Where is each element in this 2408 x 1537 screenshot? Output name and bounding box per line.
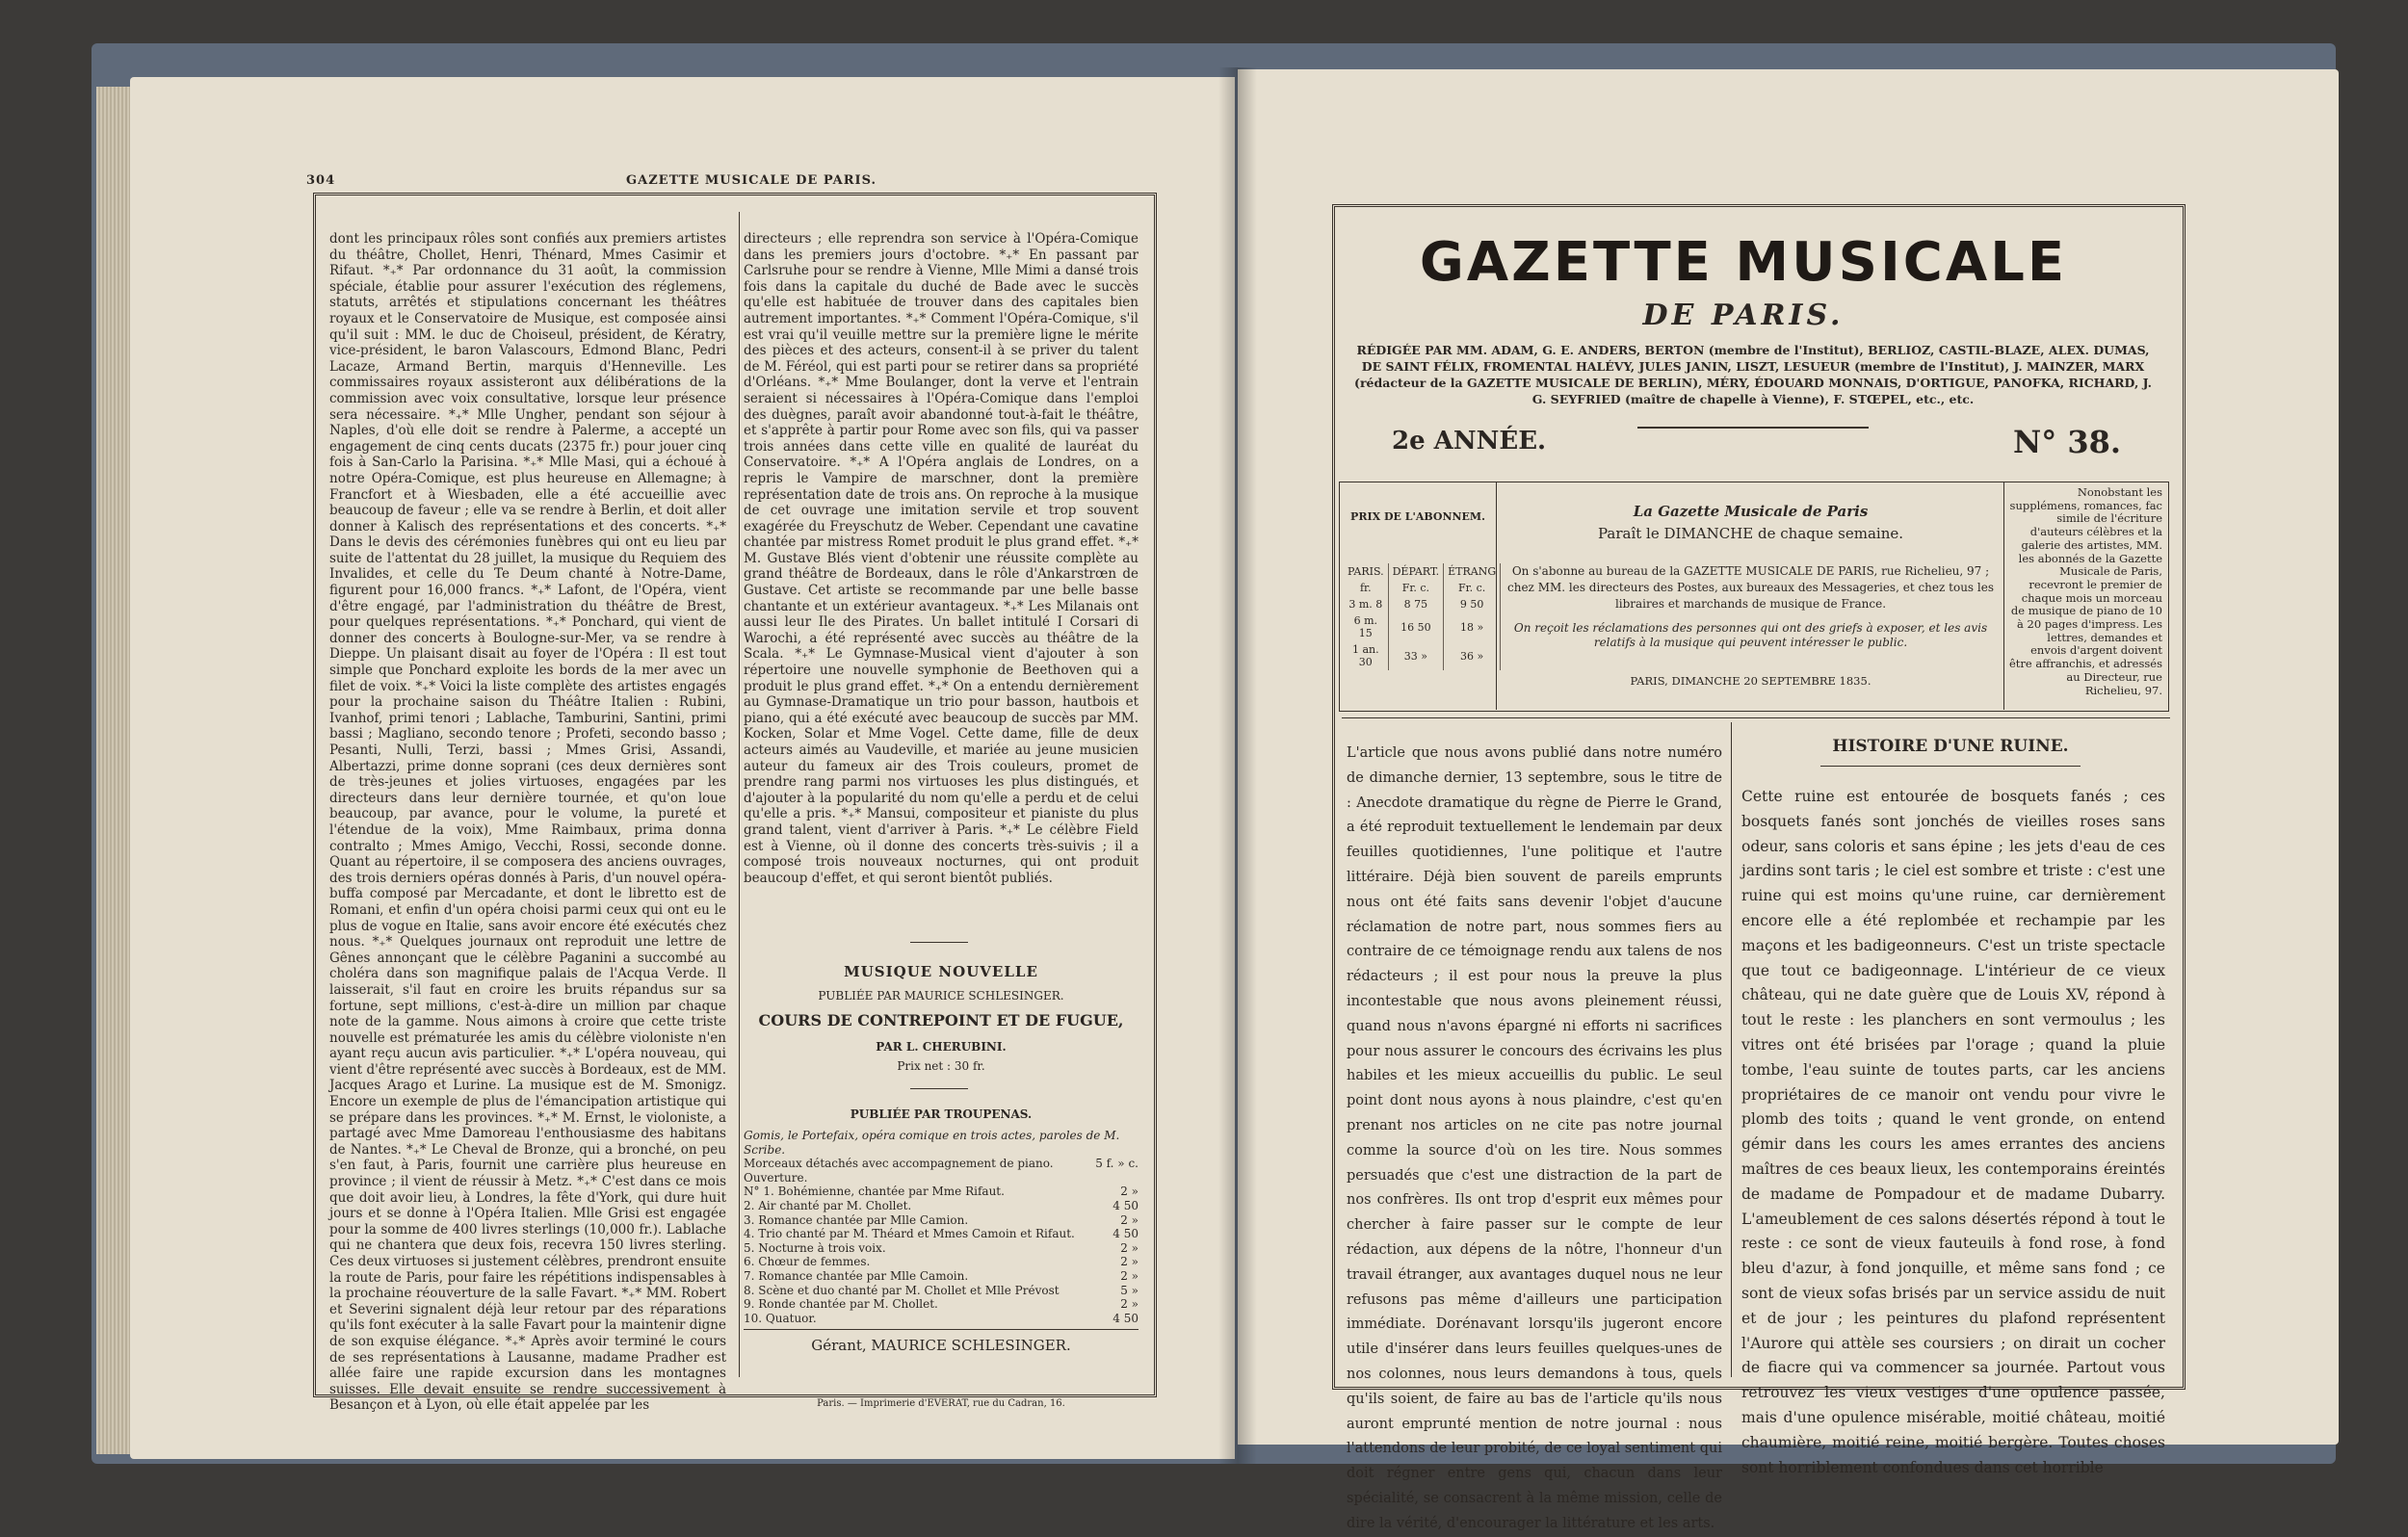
price-cell: 33 » bbox=[1388, 641, 1444, 670]
musique-nouvelle-title: MUSIQUE NOUVELLE bbox=[844, 963, 1038, 980]
annee: 2e ANNÉE. bbox=[1392, 427, 1547, 456]
price-cell: 9 50 bbox=[1444, 596, 1501, 612]
masthead-subtitle: DE PARIS. bbox=[1642, 299, 1845, 332]
price-cell: 3 m. 8 bbox=[1344, 596, 1388, 612]
center-text: On s'abonne au bureau de la GAZETTE MUSICALE DE PARIS, rue Richelieu, 97 ; chez MM. les directeurs des Postes, aux bureaux des Messageries, et chez tous les libraires et marchands de musique de France. bbox=[1507, 564, 1994, 611]
price-unit: Fr. c. bbox=[1444, 580, 1501, 596]
cours-author: PAR L. CHERUBINI. bbox=[876, 1040, 1007, 1054]
table-row bbox=[1344, 580, 1501, 596]
box-divider-2 bbox=[2003, 482, 2004, 710]
price-col-header: ÉTRANG bbox=[1444, 563, 1501, 580]
music-list bbox=[744, 1129, 1139, 1325]
item-price: 2 » bbox=[1120, 1268, 1139, 1283]
item-title: 8. Scène et duo chanté par M. Chollet et Mlle Prévost bbox=[744, 1283, 1060, 1297]
item-price: 2 » bbox=[1120, 1240, 1139, 1255]
center-sub: Paraît le DIMANCHE de chaque semaine. bbox=[1597, 525, 1904, 542]
price-col-header: DÉPART. bbox=[1388, 563, 1444, 580]
table-row bbox=[1344, 641, 1501, 670]
troupenas-header: PUBLIÉE PAR TROUPENAS. bbox=[850, 1107, 1033, 1121]
item-title: 5. Nocturne à trois voix. bbox=[744, 1240, 886, 1255]
gerant: Gérant, MAURICE SCHLESINGER. bbox=[811, 1337, 1071, 1354]
right-column-rule bbox=[1731, 722, 1732, 1377]
table-row bbox=[1344, 612, 1501, 641]
price-cell: 1 an. 30 bbox=[1344, 641, 1388, 670]
item-title: N° 1. Bohémienne, chantée par Mme Rifaut. bbox=[744, 1185, 1005, 1199]
center-title: La Gazette Musicale de Paris bbox=[1633, 503, 1869, 520]
item-title: 4. Trio chanté par M. Théard et Mmes Camoin et Rifaut. bbox=[744, 1227, 1075, 1241]
issue-number: N° 38. bbox=[2013, 424, 2122, 460]
price-cell: 36 » bbox=[1444, 641, 1501, 670]
right-box-note: Nonobstant les supplémens, romances, fac simile de l'écriture d'auteurs célèbres et la galerie des artistes, MM. les abonnés de la Gazette Musicale de Paris, recevront le premier de chaque mois un morceau de musique de piano de 10 à 20 pages d'impress. Les lettres, demandes et envois d'argent doivent être affranchis, et adressés au Directeur, rue Richelieu, 97. bbox=[2008, 485, 2162, 697]
list-item bbox=[744, 1185, 1139, 1199]
imprint: Paris. — Imprimerie d'EVERAT, rue du Cadran, 16. bbox=[817, 1398, 1065, 1409]
book-gutter bbox=[1218, 67, 1257, 1464]
list-item bbox=[744, 1297, 1139, 1312]
item-price: 2 » bbox=[1120, 1185, 1139, 1199]
list-item bbox=[744, 1269, 1139, 1284]
publiee-par: PUBLIÉE PAR MAURICE SCHLESINGER. bbox=[818, 989, 1064, 1003]
item-price: 4 50 bbox=[1112, 1198, 1139, 1212]
list-item bbox=[744, 1213, 1139, 1228]
histoire-title: HISTOIRE D'UNE RUINE. bbox=[1832, 737, 2069, 756]
list-item bbox=[744, 1241, 1139, 1256]
item-title: 9. Ronde chantée par M. Chollet. bbox=[744, 1297, 938, 1312]
page-number: 304 bbox=[306, 173, 336, 188]
prix-title: PRIX DE L'ABONNEM. bbox=[1350, 510, 1485, 523]
histoire-column: Cette ruine est entourée de bosquets fanés ; ces bosquets fanés sont jonchés de vieilles roses sans odeur, sans coloris et sans épine ; les jets d'eau de ces jardins sont taris ; le ciel est sombre et triste : c'est une ruine qui est moins qu'une ruine, car dernièrement encore elle a été replombée et rechampie par les maçons et les badigeonneurs. C'est un triste spectacle que tout ce badigeonnage. L'intérieur de ce vieux château, qui ne date guère que de Louis XV, répond à tout le reste : les planchers en sont vermoulus ; les vitres ont été brisées par l'orage ; quand la pluie tombe, l'eau suinte de toutes parts, car les anciens propriétaires de ce manoir ont vendu pour vivre le plomb des toits ; quand le vent gronde, on entend gémir dans les cours les ames errantes des anciens maîtres de ces beaux lieux, les contemporains éreintés de madame de Pompadour et de madame Dubarry. L'ameublement de ces salons désertés répond à tout le reste : ce sont de vieux fauteuils à fond rose, à fond bleu d'azur, à fond jonquille, et même sans fond ; ce sont de vieux sofas brisés par un service assidu de nuit et de jour ; les peintures du plafond représentent l'Aurore qui attèle ses coursiers ; on dirait un cocher de fiacre qui va commencer sa journée. Partout vous retrouvez les vieux vestiges d'une opulence passée, mais d'une opulence misérable, moitié château, moitié chaumière, moitié reine, moitié bergère. Toutes choses sont horriblement confondues dans cet horrible bbox=[1741, 788, 2165, 1476]
running-head: GAZETTE MUSICALE DE PARIS. bbox=[626, 173, 877, 188]
dateline: PARIS, DIMANCHE 20 SEPTEMBRE 1835. bbox=[1630, 674, 1871, 688]
section-divider-2 bbox=[910, 1088, 968, 1089]
section-divider bbox=[910, 942, 968, 943]
item-title: 6. Chœur de femmes. bbox=[744, 1255, 871, 1269]
item-title: Ouverture. bbox=[744, 1170, 808, 1185]
list-item bbox=[744, 1129, 1139, 1157]
price-cell: 16 50 bbox=[1388, 612, 1444, 641]
column-rule bbox=[739, 212, 740, 1377]
item-title: 7. Romance chantée par Mlle Camoin. bbox=[744, 1268, 969, 1283]
histoire-rule bbox=[1820, 766, 2081, 767]
price-col-header: PARIS. bbox=[1344, 563, 1388, 580]
item-price: 2 » bbox=[1120, 1212, 1139, 1227]
price-unit: Fr. c. bbox=[1388, 580, 1444, 596]
item-title: 3. Romance chantée par Mlle Camion. bbox=[744, 1212, 969, 1227]
item-price: 4 50 bbox=[1112, 1311, 1139, 1325]
price-cell: 8 75 bbox=[1388, 596, 1444, 612]
list-item bbox=[744, 1199, 1139, 1213]
price-cell: 6 m. 15 bbox=[1344, 612, 1388, 641]
item-title: 2. Air chanté par M. Chollet. bbox=[744, 1198, 912, 1212]
gomis-line: Gomis, le Portefaix, opéra comique en trois actes, paroles de M. Scribe. bbox=[744, 1129, 1120, 1157]
price-header: 5 f. » c. bbox=[1095, 1157, 1139, 1171]
list-item bbox=[744, 1255, 1139, 1269]
item-price: 5 » bbox=[1120, 1283, 1139, 1297]
header-bottom-rule bbox=[1342, 717, 2170, 718]
item-price: 2 » bbox=[1120, 1255, 1139, 1269]
left-column-2: directeurs ; elle reprendra son service à l'Opéra-Comique dans les premiers jours d'octobre. *₊* En passant par Carlsruhe pour se rendre à Vienne, Mlle Mimi a dansé trois fois dans la capitale du duché de Bade avec le succès qu'elle est habituée de trouver dans des capitales bien autrement importantes. *₊* Comment l'Opéra-Comique, s'il est vrai qu'il veuille mettre sur la première ligne le mérite des pièces et des acteurs, consent-il à se priver du talent de M. Féréol, qui est parti pour se retirer dans sa propriété d'Orléans. *₊* Mme Boulanger, dont la verve et l'entrain seraient si nécessaires à l'Opéra-Comique dans l'emploi des duègnes, paraît avoir abandonné tout-à-fait le théâtre, et s'apprête à partir pour Rome avec son fils, qui va passer trois années dans cette ville en qualité de lauréat du Conservatoire. *₊* A l'Opéra anglais de Londres, on a repris le Vampire de marschner, dont la première représentation date de trois ans. On reproche à la musique de cet ouvrage une imitation servile et trop souvent exagérée du Freyschutz de Weber. Cependant une cavatine chantée par mistress Romet produit le plus grand effet. *₊* M. Gustave Blés vient d'obtenir une réussite complète au grand théâtre de Bordeaux, dans le rôle d'Ankarstrœn de Gustave. Cet artiste se recommande par une belle basse chantante et un extérieur avantageux. *₊* Les Milanais ont aussi leur Ile des Pirates. Un ballet intitulé I Corsari di Warochi, a été représenté avec succès au théâtre de la Scala. *₊* Le Gymnase-Musical vient d'ajouter à son répertoire une nouvelle symphonie de Beethoven qui a produit le plus grand effet. *₊* On a entendu dernièrement au Gymnase-Dramatique un trio pour basson, hautbois et piano, qui a été exécuté avec beaucoup de succès par MM. Kocken, Solar et Mme Vogel. Cette dame, fille de deux acteurs aimés au Vaudeville, et mariée au jeune musicien auteur du fameux air des Trois couleurs, promet de prendre rang parmi nos virtuoses les plus distingués, et d'ajouter à la popularité du nom qu'elle a perdu et de celui qu'elle a pris. *₊* Mansui, compositeur et pianiste du plus grand talent, vient d'arriver à Paris. *₊* Le célèbre Field est à Vienne, où il donne des concerts très-suivis ; il a composé trois nouveaux nocturnes, qui ont produit beaucoup d'effet, et qui seront bientôt publiés. bbox=[744, 231, 1139, 886]
list-item bbox=[744, 1312, 1139, 1326]
list-item bbox=[744, 1157, 1139, 1171]
left-page-edges bbox=[96, 87, 135, 1454]
price-cell: 18 » bbox=[1444, 612, 1501, 641]
editorial-column: L'article que nous avons publié dans notre numéro de dimanche dernier, 13 septembre, sous le titre de : Anecdote dramatique du règne de Pierre le Grand, a été reproduit textuellement le lendemain par deux feuilles quotidiennes, l'une politique et l'autre littéraire. Déjà bien souvent de pareils emprunts nous ont été faits sans devenir l'objet d'aucune réclamation de notre part, nous sommes fiers au contraire de ce témoignage rendu aux talens de nos rédacteurs ; il est pour nous la preuve la plus incontestable que nous avons pleinement réussi, quand nous n'avons épargné ni efforts ni sacrifices pour nous assurer le concours des écrivains les plus habiles et les mieux accueillis du public. Le seul point dont nous ayons à nous plaindre, c'est qu'en prenant nos articles on ne cite pas notre journal comme la source d'où on les tire. Nous sommes persuadés que c'est une distraction de la part de nos confrères. Ils ont trop d'esprit eux mêmes pour chercher à faire passer sur le compte de leur rédaction, aux dépens de la nôtre, l'honneur d'un travail étranger, aux avantages duquel nous ne leur refusons pas même d'ailleurs une participation immédiate. Dorénavant lorsqu'ils jugeront encore utile d'insérer dans leurs feuilles quelques-unes de nos colonnes, nous leurs demandons à tous, quels qu'ils soient, de faire au bas de l'article qu'ils nous auront emprunté mention de notre journal : nous l'attendons de leur probité, de ce loyal sentiment qui doit régner entre gens qui, chacun dans leur spécialité, se consacrent à la même mission, celle de dire la vérité, d'encourager la littérature et les arts. bbox=[1347, 745, 1722, 1531]
list-item bbox=[744, 1284, 1139, 1298]
redacteurs: RÉDIGÉE PAR MM. ADAM, G. E. ANDERS, BERTON (membre de l'Institut), BERLIOZ, CASTIL-BLAZE, ALEX. DUMAS, DE SAINT FÉLIX, FROMENTAL HALÉVY, JULES JANIN, LISZT, LESUEUR (membre de l'Institut), J. MAINZER, MARX (rédacteur de la GAZETTE MUSICALE DE BERLIN), MÉRY, ÉDOUARD MONNAIS, D'ORTIGUE, PANOFKA, RICHARD, J. G. SEYFRIED (maître de chapelle à Vienne), F. STŒPEL, etc., etc. bbox=[1354, 343, 2152, 406]
masthead-title: GAZETTE MUSICALE bbox=[1419, 231, 2068, 294]
table-row bbox=[1344, 596, 1501, 612]
left-column-1: dont les principaux rôles sont confiés aux premiers artistes du théâtre, Chollet, Henri, Thénard, Mmes Casimir et Rifaut. *₊* Par ordonnance du 31 août, la commission spéciale, établie pour assurer l'exécution des réglemens, statuts, arrêtés et stipulations concernant les théâtres royaux et le Conservatoire de Musique, est composée ainsi qu'il suit : MM. le duc de Choiseul, président, de Kératry, vice-président, le baron Valascours, Edmond Blanc, Pedri Lacaze, Armand Bertin, marquis d'Henneville. Les commissaires royaux assisteront aux délibérations de la commission avec voix consultative, lorsque leur présence sera nécessaire. *₊* Mlle Ungher, pendant son séjour à Naples, d'où elle doit se rendre à Palerme, a accepté un engagement de cinq cents ducats (2375 fr.) pour jouer cinq fois à San-Carlo la Parisina. *₊* Mlle Masi, qui a échoué à notre Opéra-Comique, est plus heureuse en Allemagne; à Francfort et à Wiesbaden, elle a été accueillie avec beaucoup de faveur ; elle va se rendre à Berlin, et doit aller donner à Kalisch des représentations et des concerts. *₊* Dans le devis des cérémonies funèbres qui ont eu lieu par suite de l'attentat du 28 juillet, la musique du Requiem des Invalides, et celle du Te Deum chanté à Notre-Dame, figurent pour 16,000 francs. *₊* Lafont, de l'Opéra, vient d'être engagé, par l'administration du théâtre de Brest, pour quelques représentations. *₊* Ponchard, qui vient de donner des concerts à Boulogne-sur-Mer, va se rendre à Dieppe. Un plaisant disait au foyer de l'Opéra : Il est tout simple que Ponchard exploite les bords de la mer avec un filet de voix. *₊* Voici la liste complète des artistes engagés pour la prochaine saison du Théâtre Italien : Rubini, Ivanhof, primi tenori ; Lablache, Tamburini, Santini, primi bassi ; Magliano, secondo tenore ; Profeti, secondo basso ; Pesanti, Nulli, Terzi, bassi ; Mmes Grisi, Assandi, Albertazzi, prime donne soprani (ces deux dernières sont de très-jeunes et jolies virtuoses, engagées par les directeurs dans leur dernière tournée, et qu'on loue beaucoup, par avance, pour le volume, la pureté et l'étendue de la voix), Mme Raimbaux, prima donna contralto ; Mmes Amigo, Vecchi, Rossi, seconde donne. Quant au répertoire, il se composera des anciens ouvrages, des trois derniers opéras donnés à Paris, d'un nouvel opéra-buffa composé par Mercadante, et dont le libretto est de Romani, et enfin d'un opéra choisi parmi ceux qui ont eu le plus de vogue en Italie, sans avoir encore été exécutés chez nous. *₊* Quelques journaux ont reproduit une lettre de Gênes annonçant que le célèbre Paganini a succombé au choléra dans son magnifique palais de l'Acqua Verde. Il laisserait, s'il faut en croire les bruits répandus sur sa fortune, sept millions, c'est-à-dire un million par chaque note de la gamme. Nous aimons à croire que cette triste nouvelle est prématurée les amis du célèbre violoniste n'en ayant reçu aucun avis particulier. *₊* L'opéra nouveau, qui vient d'être représenté avec succès à Bordeaux, est de MM. Jacques Arago et Lurine. La musique est de M. Smonigz. Encore un exemple de plus de l'émancipation artistique qui se prépare dans les provinces. *₊* M. Ernst, le violoniste, a partagé avec Mme Damoreau l'enthousiasme des habitans de Nantes. *₊* Le Cheval de Bronze, qui a bronché, on peu s'en faut, à Paris, fournit une carrière plus heureuse en province ; il vient de réussir à Metz. *₊* C'est dans ce mois que doit avoir lieu, à Londres, la fête d'York, qui dure huit jours et se donne à l'Opéra Italien. Mlle Grisi est engagée pour la somme de 400 livres sterlings (10,000 fr.). Lablache qui ne chantera que deux fois, recevra 150 livres sterling. Ces deux virtuoses si justement célèbres, prendront ensuite la route de Paris, pour faire les répétitions indispensables à la prochaine réouverture de la salle Favart. *₊* MM. Robert et Severini signalent déjà leur retour par des réparations qu'ils font exécuter à la salle Favart pour la maintenir digne de son exquise élégance. *₊* Après avoir terminé le cours de ses représentations à Lausanne, madame Pradher est allée faire une rapide excursion dans les montagnes suisses. Elle devait ensuite se rendre successivement à Besançon et à Lyon, où elle était appelée par les bbox=[329, 231, 726, 1414]
cours-title: COURS DE CONTREPOINT ET DE FUGUE, bbox=[758, 1011, 1124, 1029]
price-table bbox=[1344, 563, 1501, 670]
list-item bbox=[744, 1227, 1139, 1241]
cours-price: Prix net : 30 fr. bbox=[897, 1059, 985, 1073]
gerant-rule bbox=[744, 1329, 1139, 1330]
item-title: 10. Quatuor. bbox=[744, 1311, 817, 1325]
item-price: 2 » bbox=[1120, 1297, 1139, 1312]
price-unit: fr. bbox=[1344, 580, 1388, 596]
list-item bbox=[744, 1171, 1139, 1185]
item-price: 4 50 bbox=[1112, 1227, 1139, 1241]
item-price bbox=[1100, 1171, 1139, 1185]
table-row bbox=[1344, 563, 1501, 580]
ornament-rule bbox=[1637, 427, 1869, 429]
morceaux-line: Morceaux détachés avec accompagnement de piano. bbox=[744, 1157, 1054, 1171]
center-note: On reçoit les réclamations des personnes qui ont des griefs à exposer, et les avis relatifs à la musique qui peuvent intéresser le public. bbox=[1513, 621, 1988, 649]
